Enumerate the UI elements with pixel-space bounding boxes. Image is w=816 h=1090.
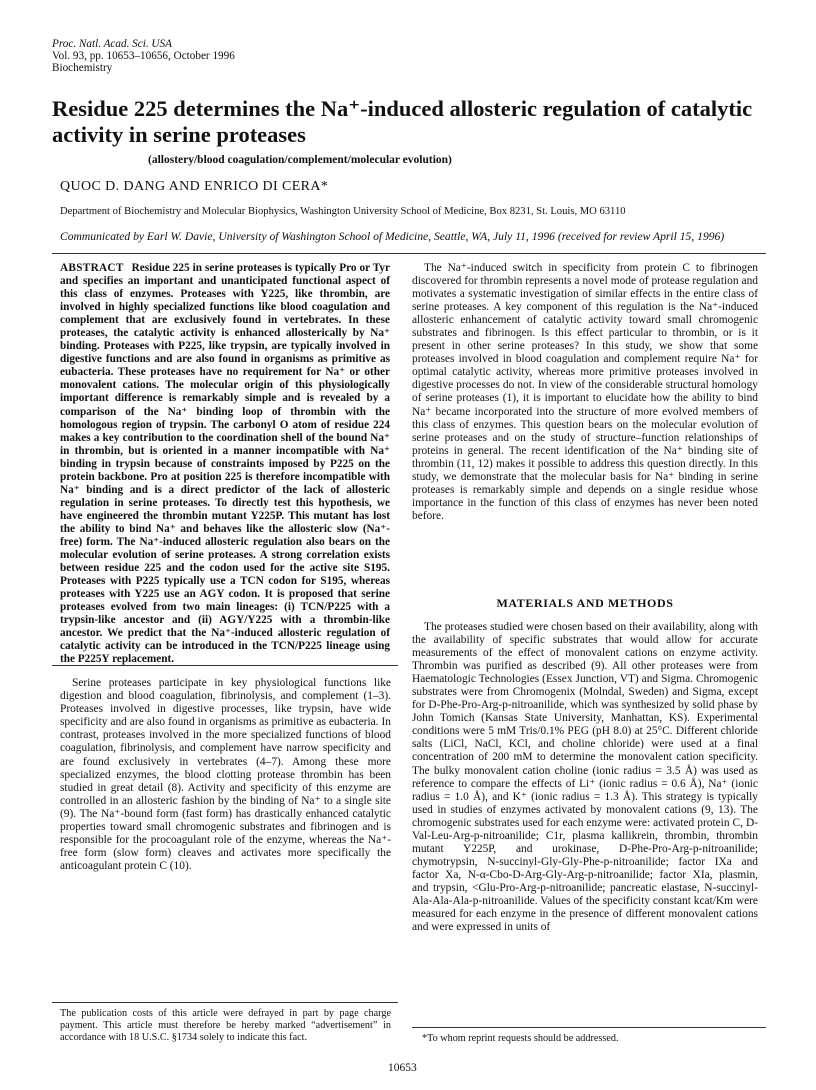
publication-footnote: The publication costs of this article were defrayed in part by page charge payment. This article must therefore be hereby marked “advertisement” in accordance with 18 U.S.C. §1734 solely to indicate this fact. — [60, 1008, 391, 1044]
abstract-text: Residue 225 in serine proteases is typically Pro or Tyr and specifies an important and unanticipated functional aspect of this class of enzymes. Proteases with Y225, like thrombin, are involved in highly specialized functions like blood coagulation and complement that are exclusively found in vertebrates. In these proteases, the catalytic activity is enhanced allosterically by Na⁺ binding. Proteases with P225, like trypsin, are typically involved in digestive functions and are also found in organisms as primitive as eubacteria. These proteases have no requirement for Na⁺ or other monovalent cations. The molecular origin of this physiologically important difference is remarkably simple and is revealed by a comparison of the Na⁺ binding loop of thrombin with the homologous region of trypsin. The carbonyl O atom of residue 224 makes a key contribution to the coordination shell of the bound Na⁺ in thrombin, but is oriented in a manner incompatible with Na⁺ binding in trypsin because of constraints imposed by P225 on the protein backbone. Pro at position 225 is therefore incompatible with Na⁺ binding and is a direct predictor of the lack of allosteric regulation in serine proteases. To directly test this hypothesis, we have engineered the thrombin mutant Y225P. This mutant has lost the ability to bind Na⁺ and behaves like the allosteric slow (Na⁺-free) form. The Na⁺-induced allosteric regulation also bears on the molecular evolution of serine proteases. A strong correlation exists between residue 225 and the codon used for the active site S195. Proteases with P225 typically use a TCN codon for S195, whereas proteases with Y225 use an AGY codon. It is proposed that serine proteases evolved from two main lineages: (i) TCN/P225 with a trypsin-like ancestor and (ii) AGY/Y225 with a thrombin-like ancestor. We predict that the Na⁺-induced allosteric regulation of catalytic activity can be introduced in the TCN/P225 lineage using the P225Y replacement. — [60, 262, 390, 666]
correspondence-note: *To whom reprint requests should be addressed. — [422, 1033, 619, 1044]
correspondence-divider — [412, 1027, 766, 1028]
communicated-line: Communicated by Earl W. Davie, University of Washington School of Medicine, Seattle, WA, July 11, 1996 (received for review April 15, 1996) — [60, 230, 725, 243]
methods-heading: MATERIALS AND METHODS — [496, 596, 674, 610]
abstract — [60, 262, 390, 666]
journal-section: Biochemistry — [52, 62, 113, 74]
keywords: (allostery/blood coagulation/complement/molecular evolution) — [148, 154, 452, 166]
header-divider — [52, 253, 766, 254]
footnote-divider — [52, 1002, 398, 1003]
abstract-label: ABSTRACT — [60, 262, 124, 274]
volume-line: Vol. 93, pp. 10653–10656, October 1996 — [52, 50, 235, 62]
intro-paragraph-left: Serine proteases participate in key physiological functions like digestion and blood coagulation, fibrinolysis, and complement (1–3). Proteases involved in digestive processes, like trypsin, have wide specificity and are also found in organisms as primitive as eubacteria. In contrast, proteases involved in the more specialized functions of blood coagulation, fibrinolysis, and complement have narrow specificity and are found exclusively in vertebrates (4–7). Among these more specialized enzymes, the blood clotting protease thrombin has been studied in great detail (8). Activity and specificity of this enzyme are controlled in an allosteric fashion by the binding of Na⁺ to a single site (9). The Na⁺-bound form (fast form) has drastically enhanced catalytic properties toward small chromogenic substrates and fibrinogen and is responsible for the procoagulant role of the enzyme, whereas the Na⁺-free form (slow form) cleaves and activates more specifically the anticoagulant protein C (10). — [60, 677, 391, 873]
page-number: 10653 — [388, 1062, 417, 1074]
authors: QUOC D. DANG AND ENRICO DI CERA* — [60, 179, 329, 194]
journal-name: Proc. Natl. Acad. Sci. USA — [52, 38, 172, 50]
intro-paragraph-right: The Na⁺-induced switch in specificity from protein C to fibrinogen discovered for thrombin represents a novel mode of protease regulation and motivates a systematic investigation of similar effects in the entire class of serine proteases. A key component of this regulation is the Na⁺-induced allosteric enhancement of catalytic activity toward small chromogenic substrates and fibrinogen. Is this effect particular to thrombin, or is it present in other serine proteases? In this study, we show that some proteases involved in blood coagulation and complement require Na⁺ for optimal catalytic activity, whereas more primitive proteases involved in digestive processes do not. In view of the considerable structural homology of serine proteases (1), it is important to elucidate how the ability to bind Na⁺ became incorporated into the structure of more evolved members of this class of enzymes. This question bears on the molecular evolution of serine proteases and on the study of structure–function relationships of proteins in general. The recent identification of the Na⁺ binding site of thrombin (11, 12) makes it possible to address this question directly. In this study, we demonstrate that the molecular basis for Na⁺ binding in serine proteases is remarkably simple and depends on a single residue whose importance in the function of this class of enzymes has never been noted before. — [412, 262, 758, 522]
abstract-divider — [52, 665, 398, 666]
methods-paragraph: The proteases studied were chosen based on their availability, along with the availability of specific substrates that would allow for accurate measurements of the effect of monovalent cations on enzyme activity. Thrombin was purified as described (9). All other proteases were from Haematologic Technologies (Essex Junction, VT) and Sigma. Chromogenic substrates were from Chromogenix (Molndal, Sweden) and Sigma, except for D-Phe-Pro-Arg-p-nitroanilide, which was synthesized by solid phase by John Tomich (Kansas State University, Manhattan, KS). Experimental conditions were 5 mM Tris/0.1% PEG (pH 8.0) at 25°C. Different chloride salts (LiCl, NaCl, KCl, and choline chloride) were used at a final concentration of 200 mM to determine the monovalent cation specificity. The bulky monovalent cation choline (ionic radius = 3.5 Å) was used as reference to compare the effects of Li⁺ (ionic radius = 0.6 Å), Na⁺ (ionic radius = 1.0 Å), and K⁺ (ionic radius = 1.3 Å). This strategy is typically used in studies of enzymes activated by monovalent cations (9, 13). The chromogenic substrates used for each enzyme were: activated protein C, D-Val-Leu-Arg-p-nitroanilide; C1r, plasma kallikrein, thrombin, thrombin mutant Y225P, and urokinase, D-Phe-Pro-Arg-p-nitroanilide; chymotrypsin, N-succinyl-Gly-Gly-Phe-p-nitroanilide; factor IXa and factor Xa, N-α-Cbo-D-Arg-Gly-Arg-p-nitroanilide; factor XIa, plasmin, and trypsin, <Glu-Pro-Arg-p-nitroanilide; pancreatic elastase, N-succinyl-Ala-Ala-Ala-p-nitroanilide. Values of the specificity constant kcat/Km were measured for each enzyme in the presence of different monovalent cations and were expressed in units of — [412, 621, 758, 934]
journal-header — [52, 38, 235, 74]
article-title: Residue 225 determines the Na⁺-induced allosteric regulation of catalytic activity in serine proteases — [52, 96, 753, 147]
affiliation: Department of Biochemistry and Molecular Biophysics, Washington University School of Medicine, Box 8231, St. Louis, MO 63110 — [60, 206, 626, 217]
